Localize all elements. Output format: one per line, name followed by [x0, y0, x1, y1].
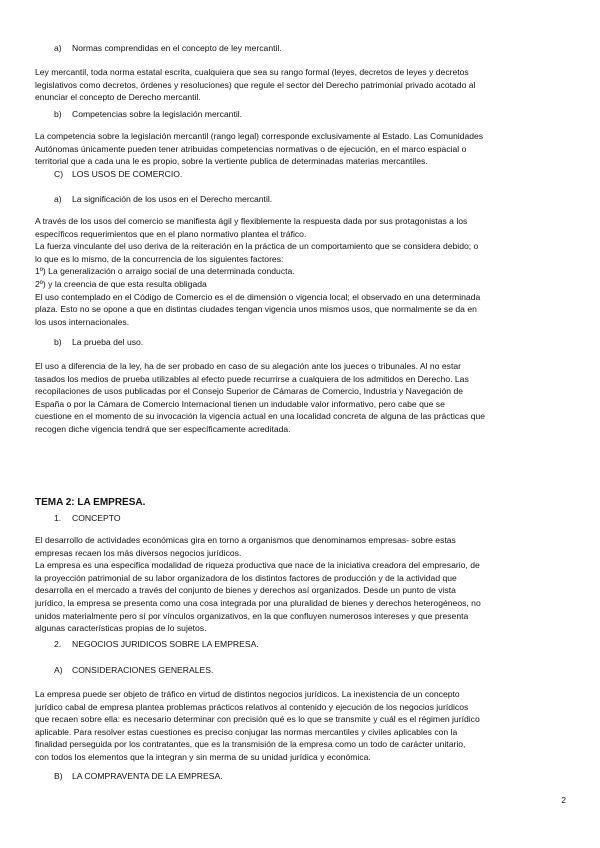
list-marker: b): [54, 109, 62, 119]
list-marker: b): [54, 337, 62, 347]
text-line: finalidad perseguida por los contratantes, que es la transmisión de la empresa como un todo de carácter unitario,: [35, 739, 466, 750]
text-line: Autónomas únicamente pueden tener atribuidas competencias normativas o de ejecución, en el marco espacial o: [35, 143, 467, 154]
text-line: específicos requerimientos que en el plano normativo plantea el tráfico.: [35, 228, 307, 239]
subheading-text: Competencias sobre la legislación mercantil.: [72, 109, 243, 119]
subheading-text: LOS USOS DE COMERCIO.: [72, 169, 183, 179]
text-line: desarrolla en el mercado a través del conjunto de bienes y derechos así organizados. Desde un punto de vista: [35, 585, 456, 596]
subheading-text: NEGOCIOS JURIDICOS SOBRE LA EMPRESA.: [72, 639, 259, 649]
text-line: que recaen sobre ella: es necesario determinar con precisión qué es lo que se transmite y cuál es el régimen jurídico: [35, 714, 480, 725]
text-line: enunciar el concepto de Derecho mercantil.: [35, 92, 201, 103]
list-marker: 1.: [54, 513, 62, 523]
page-number: 2: [561, 795, 566, 805]
list-marker: a): [54, 194, 62, 204]
text-line: El uso contemplado en el Código de Comercio es el de dimensión o vigencia local; el observado en una determinada: [35, 291, 481, 302]
text-line: La competencia sobre la legislación mercantil (rango legal) corresponde exclusivamente al Estado. Las Comunidades: [35, 131, 484, 141]
text-line: aplicable. Para resolver estas cuestiones es preciso conjugar las normas mercantiles y civiles aplicables con la: [35, 726, 458, 737]
subheading-concepto: [54, 512, 554, 525]
text-line: Ley mercantil, toda norma estatal escrita, cualquiera que sea su rango formal (leyes, decretos de leyes y decretos: [35, 67, 469, 77]
text-line: jurídico, la empresa se presenta como una cosa integrada por una pluralidad de bienes y derechos heterogéneos, no: [35, 597, 481, 608]
text-line: La empresa es una especifica modalidad de riqueza productiva que nace de la iniciativa creadora del empresario, de: [35, 560, 480, 571]
paragraph-empresa: [35, 534, 567, 635]
section-title-tema2: TEMA 2: LA EMPRESA.: [35, 497, 146, 508]
subheading-compraventa: [54, 770, 554, 783]
text-line: legislativos como decretos, órdenes y resoluciones) que regule el sector del Derecho patrimonial privado acotado al: [35, 79, 476, 90]
paragraph-negocios: [35, 688, 567, 764]
subheading-text: Normas comprendidas en el concepto de ley mercantil.: [72, 43, 282, 53]
subheading-text: LA COMPRAVENTA DE LA EMPRESA.: [72, 771, 223, 781]
text-line: plaza. Esto no se opone a que en distintas ciudades tengan vigencia unos mismos usos, que normalmente se da en: [35, 304, 477, 315]
text-line: tasados los medios de prueba utilizables al efecto puede recurrirse a cualquiera de los admitidos en Derecho. Las: [35, 373, 469, 384]
text-line: algunas características propias de lo sujetos.: [35, 623, 207, 634]
text-line: con todos los elementos que la integran y sin merma de su unidad jurídica y económica.: [35, 751, 371, 762]
text-line: cuestione en el momento de su invocación la vigencia actual en una localidad concreta de alguna de las prácticas que: [35, 411, 486, 422]
text-line: La fuerza vinculante del uso deriva de la reiteración en la práctica de un comportamiento que se considera debido; o: [35, 241, 479, 252]
list-marker: A): [54, 665, 63, 675]
subheading-normas: [54, 42, 554, 55]
text-line: El desarrollo de actividades económicas gira en torno a organismos que denominamos empresas- sobre estas: [35, 535, 456, 545]
list-marker: B): [54, 771, 63, 781]
text-line: recogen diche vigencia tendrá que ser específicamente acreditada.: [35, 423, 291, 434]
text-line: La empresa puede ser objeto de tráfico en virtud de distintos negocios jurídicos. La inexistencia de un concepto: [35, 689, 460, 699]
text-line: lo que es lo mismo, de la concurrencia de los siguientes factores:: [35, 253, 284, 264]
subheading-text: CONCEPTO: [72, 513, 121, 523]
paragraph-prueba: [35, 360, 567, 436]
text-line: 2º) y la creencia de que esta resulta obligada: [35, 278, 207, 289]
subheading-significacion: [54, 193, 554, 206]
text-line: recopilaciones de usos publicadas por el Consejo Superior de Cámaras de Comercio, Industria y Navegación de: [35, 386, 464, 397]
subheading-prueba: [54, 336, 554, 349]
text-line: España o por la Cámara de Comercio Internacional tienen un indudable valor informativo, pero cabe que se: [35, 398, 445, 409]
subheading-text: La prueba del uso.: [72, 337, 144, 347]
text-line: los usos internacionales.: [35, 316, 130, 327]
subheading-competencias: [54, 108, 554, 121]
subheading-negocios: [54, 638, 554, 651]
paragraph-competencia: [35, 130, 567, 168]
text-line: empresas recaen los más diversos negocios jurídicos.: [35, 547, 242, 558]
text-line: territorial que a cada una le es propio, sobre la vertiente publica de determinadas materias mercantiles.: [35, 156, 428, 167]
list-marker: a): [54, 43, 62, 53]
paragraph-usos: [35, 215, 567, 328]
text-line: El uso a diferencia de la ley, ha de ser probado en caso de su alegación ante los jueces o tribunales. Al no estar: [35, 361, 461, 371]
subheading-usos-comercio: [54, 168, 554, 181]
text-line: 1º) La generalización o arraigo social de una determinada conducta.: [35, 266, 295, 277]
paragraph-ley-mercantil: [35, 66, 567, 104]
text-line: unidos materialmente pero sí por vínculos organizativos, en la que confluyen numerosos intereses y que presenta: [35, 610, 469, 621]
text-line: la proyección patrimonial de su labor organizadora de los distintos factores de producción y de la actividad que: [35, 572, 457, 583]
subheading-text: CONSIDERACIONES GENERALES.: [72, 665, 214, 675]
subheading-consideraciones: [54, 664, 554, 677]
subheading-text: La significación de los usos en el Derecho mercantil.: [72, 194, 273, 204]
text-line: jurídico cabal de empresa plantea problemas prácticos relativos al contenido y ejecución de los negocios jurídicos: [35, 701, 469, 712]
text-line: A través de los usos del comercio se manifiesta ágil y flexiblemente la respuesta dada por sus protagonistas a los: [35, 216, 468, 226]
list-marker: 2.: [54, 639, 62, 649]
list-marker: C): [54, 169, 64, 179]
